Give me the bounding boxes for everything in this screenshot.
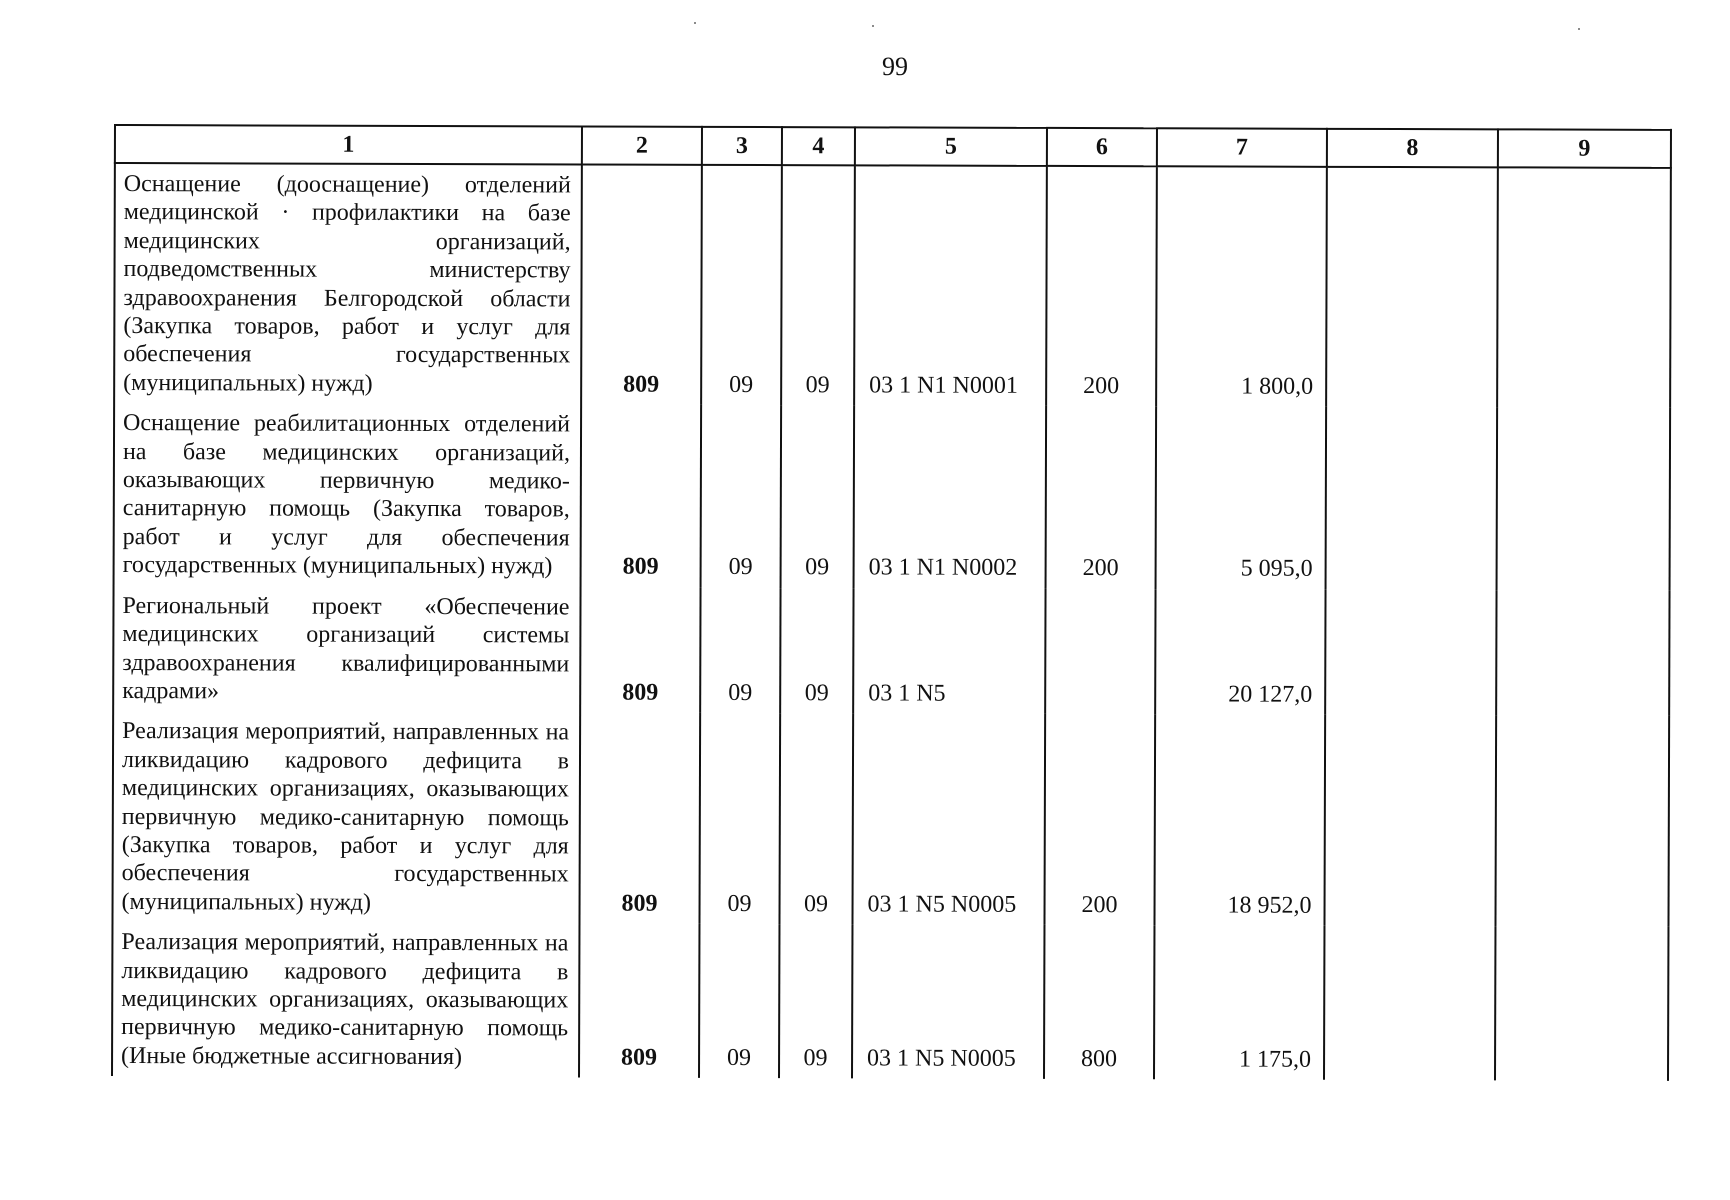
amount: 1 800,0	[1156, 166, 1327, 407]
target-article-code: 03 1 N1 N0002	[854, 406, 1047, 589]
column-header-7: 7	[1157, 128, 1327, 167]
row-description: Реализация мероприятий, направленных на ликвидацию кадрового дефицита в медицинских организациях, оказывающих первичную медико-санитарную помощь (Иные бюджетные ассигнования)	[112, 922, 579, 1077]
amount: 18 952,0	[1154, 715, 1325, 926]
column-header-4: 4	[782, 127, 855, 165]
scan-speck	[1578, 28, 1580, 30]
amount: 5 095,0	[1156, 407, 1327, 590]
column-header-9: 9	[1498, 129, 1671, 168]
column-8-cell	[1325, 589, 1496, 715]
column-header-2: 2	[582, 126, 702, 164]
column-header-3: 3	[702, 127, 782, 165]
amount: 20 127,0	[1155, 589, 1325, 715]
expense-type-code: 200	[1046, 406, 1157, 589]
scan-speck	[694, 22, 696, 24]
subsection-code: 09	[781, 405, 855, 588]
table-row	[112, 711, 1669, 927]
target-article-code: 03 1 N5 N0005	[852, 714, 1045, 925]
table-row	[112, 922, 1668, 1081]
column-9-cell	[1495, 716, 1669, 927]
subsection-code: 09	[780, 588, 853, 714]
table-row	[114, 163, 1671, 408]
ministry-code: 809	[581, 164, 702, 405]
ministry-code: 809	[579, 713, 700, 924]
section-code: 09	[701, 405, 782, 588]
column-9-cell	[1497, 408, 1671, 591]
budget-table	[111, 124, 1672, 1081]
section-code: 09	[699, 713, 780, 924]
subsection-code: 09	[781, 165, 855, 405]
target-article-code: 03 1 N1 N0001	[854, 165, 1047, 406]
column-9-cell	[1497, 167, 1671, 408]
ministry-code: 809	[579, 924, 699, 1078]
row-description: Оснащение (дооснащение) отделений медицинской · профилактики на базе медицинских организаций, подведомственных министерству здравоохранения Белгородской области (Закупка товаров, работ и услуг для обеспечения государственных (муниципальных) нужд)	[114, 163, 582, 405]
column-9-cell	[1496, 590, 1669, 716]
column-8-cell	[1326, 407, 1498, 590]
ministry-code: 809	[581, 405, 702, 588]
column-8-cell	[1324, 926, 1495, 1081]
row-description: Региональный проект «Обеспечение медицинских организаций системы здравоохранения квалифицированными кадрами»	[113, 586, 580, 713]
column-header-5: 5	[855, 127, 1047, 166]
section-code: 09	[700, 588, 780, 714]
column-header-8: 8	[1327, 129, 1498, 168]
section-code: 09	[699, 924, 779, 1078]
row-description: Реализация мероприятий, направленных на ликвидацию кадрового дефицита в медицинских организациях, оказывающих первичную медико-санитарную помощь (Закупка товаров, работ и услуг для обеспечения государственных (муниципальных) нужд)	[112, 711, 580, 923]
subsection-code: 09	[779, 713, 853, 924]
header-row	[115, 125, 1671, 168]
expense-type-code: 800	[1044, 925, 1154, 1079]
table-row	[114, 403, 1671, 590]
target-article-code: 03 1 N5 N0005	[852, 924, 1044, 1079]
subsection-code: 09	[779, 924, 852, 1078]
amount: 1 175,0	[1154, 925, 1324, 1080]
column-header-6: 6	[1047, 128, 1157, 166]
column-8-cell	[1326, 167, 1498, 408]
column-9-cell	[1495, 927, 1668, 1082]
ministry-code: 809	[580, 587, 700, 713]
scan-speck	[872, 25, 874, 27]
table-row	[113, 586, 1669, 717]
expense-type-code: 200	[1044, 714, 1155, 925]
section-code: 09	[701, 165, 782, 406]
expense-type-code: 200	[1046, 166, 1157, 407]
column-header-1: 1	[115, 125, 582, 164]
column-8-cell	[1324, 715, 1496, 926]
target-article-code: 03 1 N5	[853, 588, 1045, 714]
row-description: Оснащение реабилитационных отделений на базе медицинских организаций, оказывающих первичную медико-санитарную помощь (Закупка товаров, работ и услуг для обеспечения государственных (муниципальных) нужд)	[114, 403, 582, 587]
expense-type-code	[1045, 589, 1155, 715]
page-number: 99	[882, 52, 908, 81]
